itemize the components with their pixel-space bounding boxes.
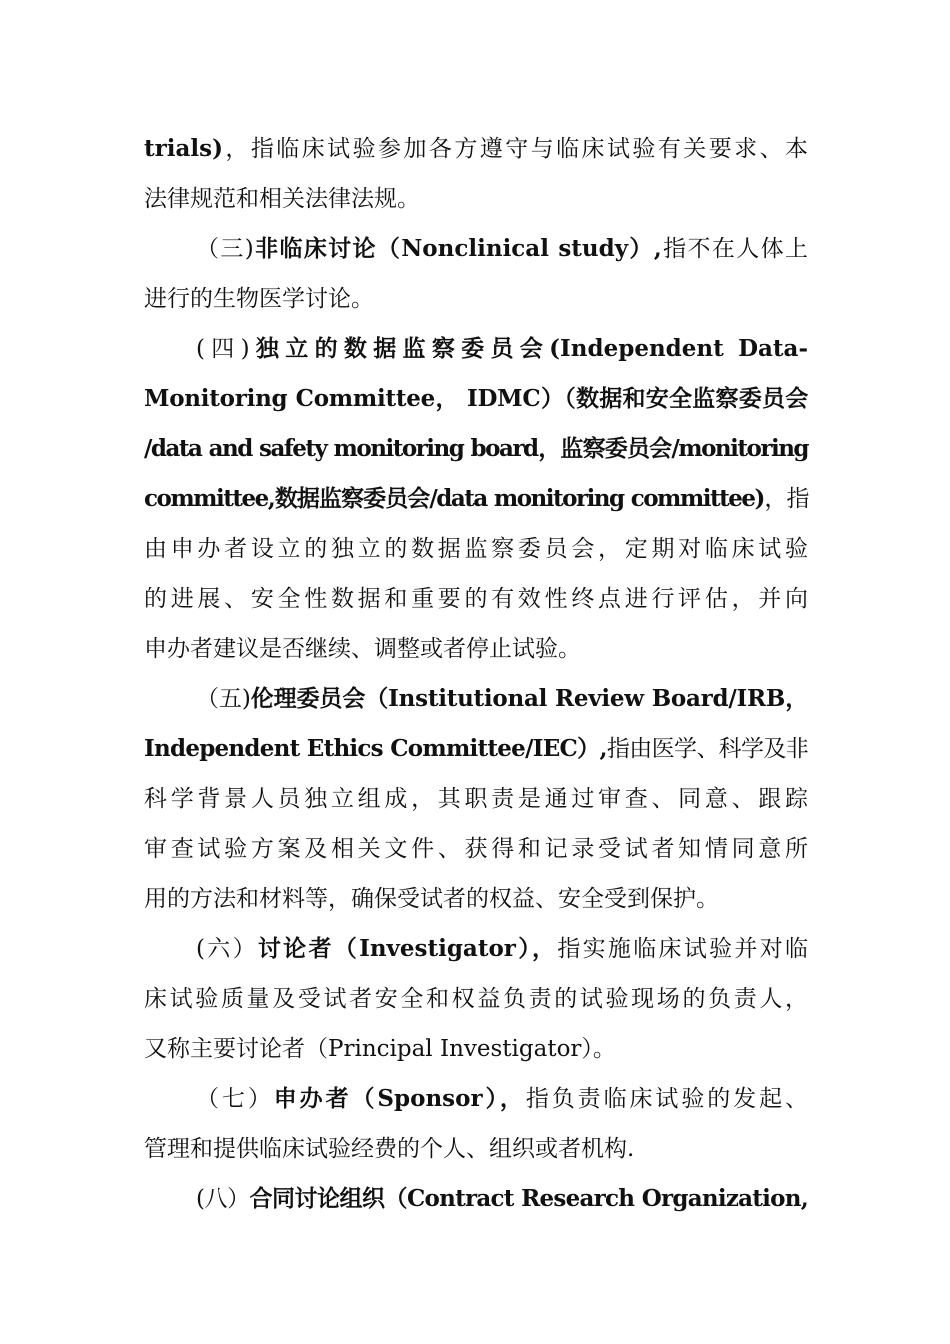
document-line-l7 bbox=[144, 424, 808, 474]
bold-term-text: committee,数据监察委员会/data monitoring committee) bbox=[144, 485, 764, 512]
bold-term-text: 合同讨论组织（Contract Research Organization, bbox=[249, 1185, 808, 1212]
body-text: 指负责临床试验的发起、 bbox=[525, 1086, 808, 1112]
document-line-l2 bbox=[144, 174, 808, 224]
bold-term-text: trials) bbox=[144, 135, 223, 162]
document-line-l12 bbox=[144, 674, 808, 724]
document-line-l13 bbox=[144, 724, 808, 774]
document-line-l8 bbox=[144, 474, 808, 524]
body-text: （三) bbox=[196, 236, 254, 262]
bold-term-text: 申办者（Sponsor）， bbox=[273, 1085, 526, 1112]
body-text: (八） bbox=[196, 1186, 250, 1212]
body-text: 科学背景人员独立组成，其职责是通过审查、同意、跟踪 bbox=[144, 786, 808, 812]
document-line-l1 bbox=[144, 124, 808, 174]
document-line-l21 bbox=[144, 1124, 808, 1174]
document-line-l19 bbox=[144, 1024, 808, 1074]
body-text: (六） bbox=[196, 936, 258, 962]
document-line-l16 bbox=[144, 874, 808, 924]
body-text: 的进展、安全性数据和重要的有效性终点进行评估，并向 bbox=[144, 586, 808, 612]
body-text: 由申办者设立的独立的数据监察委员会，定期对临床试验 bbox=[144, 536, 808, 562]
document-line-l15 bbox=[144, 824, 808, 874]
document-line-l20 bbox=[144, 1074, 808, 1124]
body-text: 指由医学、科学及非 bbox=[606, 736, 808, 762]
bold-term-text: 独立的数据监察委员会(Independent Data- bbox=[249, 335, 808, 362]
bold-term-text: /data and safety monitoring board，监察委员会/monitoring bbox=[144, 435, 808, 462]
body-text: 法律规范和相关法律法规。 bbox=[144, 186, 420, 212]
document-line-l4 bbox=[144, 274, 808, 324]
document-line-l14 bbox=[144, 774, 808, 824]
bold-term-text: 伦理委员会（Institutional Review Board/IRB， bbox=[250, 685, 808, 712]
body-text: 申办者建议是否继续、调整或者停止试验。 bbox=[144, 636, 581, 662]
bold-term-text: 讨论者（Investigator）， bbox=[257, 935, 558, 962]
document-line-l11 bbox=[144, 624, 808, 674]
body-text: ，指临床试验参加各方遵守与临床试验有关要求、本 bbox=[222, 136, 808, 162]
body-text: 又称主要讨论者（Principal Investigator）。 bbox=[144, 1036, 616, 1062]
body-text: (四) bbox=[196, 336, 250, 362]
bold-term-text: 非临床讨论（Nonclinical study）, bbox=[253, 235, 662, 262]
bold-term-text: Monitoring Committee， IDMC）（数据和安全监察委员会 bbox=[144, 385, 808, 412]
body-text: 指实施临床试验并对临 bbox=[557, 936, 809, 962]
document-body bbox=[144, 124, 808, 1224]
body-text: 进行的生物医学讨论。 bbox=[144, 286, 374, 312]
body-text: ，指 bbox=[763, 486, 809, 512]
document-line-l17 bbox=[144, 924, 808, 974]
body-text: （五) bbox=[196, 686, 251, 712]
document-line-l5 bbox=[144, 324, 808, 374]
document-line-l6 bbox=[144, 374, 808, 424]
body-text: （七） bbox=[196, 1086, 274, 1112]
document-line-l9 bbox=[144, 524, 808, 574]
document-line-l18 bbox=[144, 974, 808, 1024]
document-line-l3 bbox=[144, 224, 808, 274]
document-line-l10 bbox=[144, 574, 808, 624]
body-text: 床试验质量及受试者安全和权益负责的试验现场的负责人， bbox=[144, 986, 808, 1012]
body-text: 指不在人体上 bbox=[661, 236, 809, 262]
body-text: 用的方法和材料等，确保受试者的权益、安全受到保护。 bbox=[144, 886, 719, 912]
document-line-l22 bbox=[144, 1174, 808, 1224]
bold-term-text: Independent Ethics Committee/IEC）, bbox=[144, 735, 607, 762]
body-text: 审查试验方案及相关文件、获得和记录受试者知情同意所 bbox=[144, 836, 808, 862]
body-text: 管理和提供临床试验经费的个人、组织或者机构. bbox=[144, 1136, 635, 1162]
